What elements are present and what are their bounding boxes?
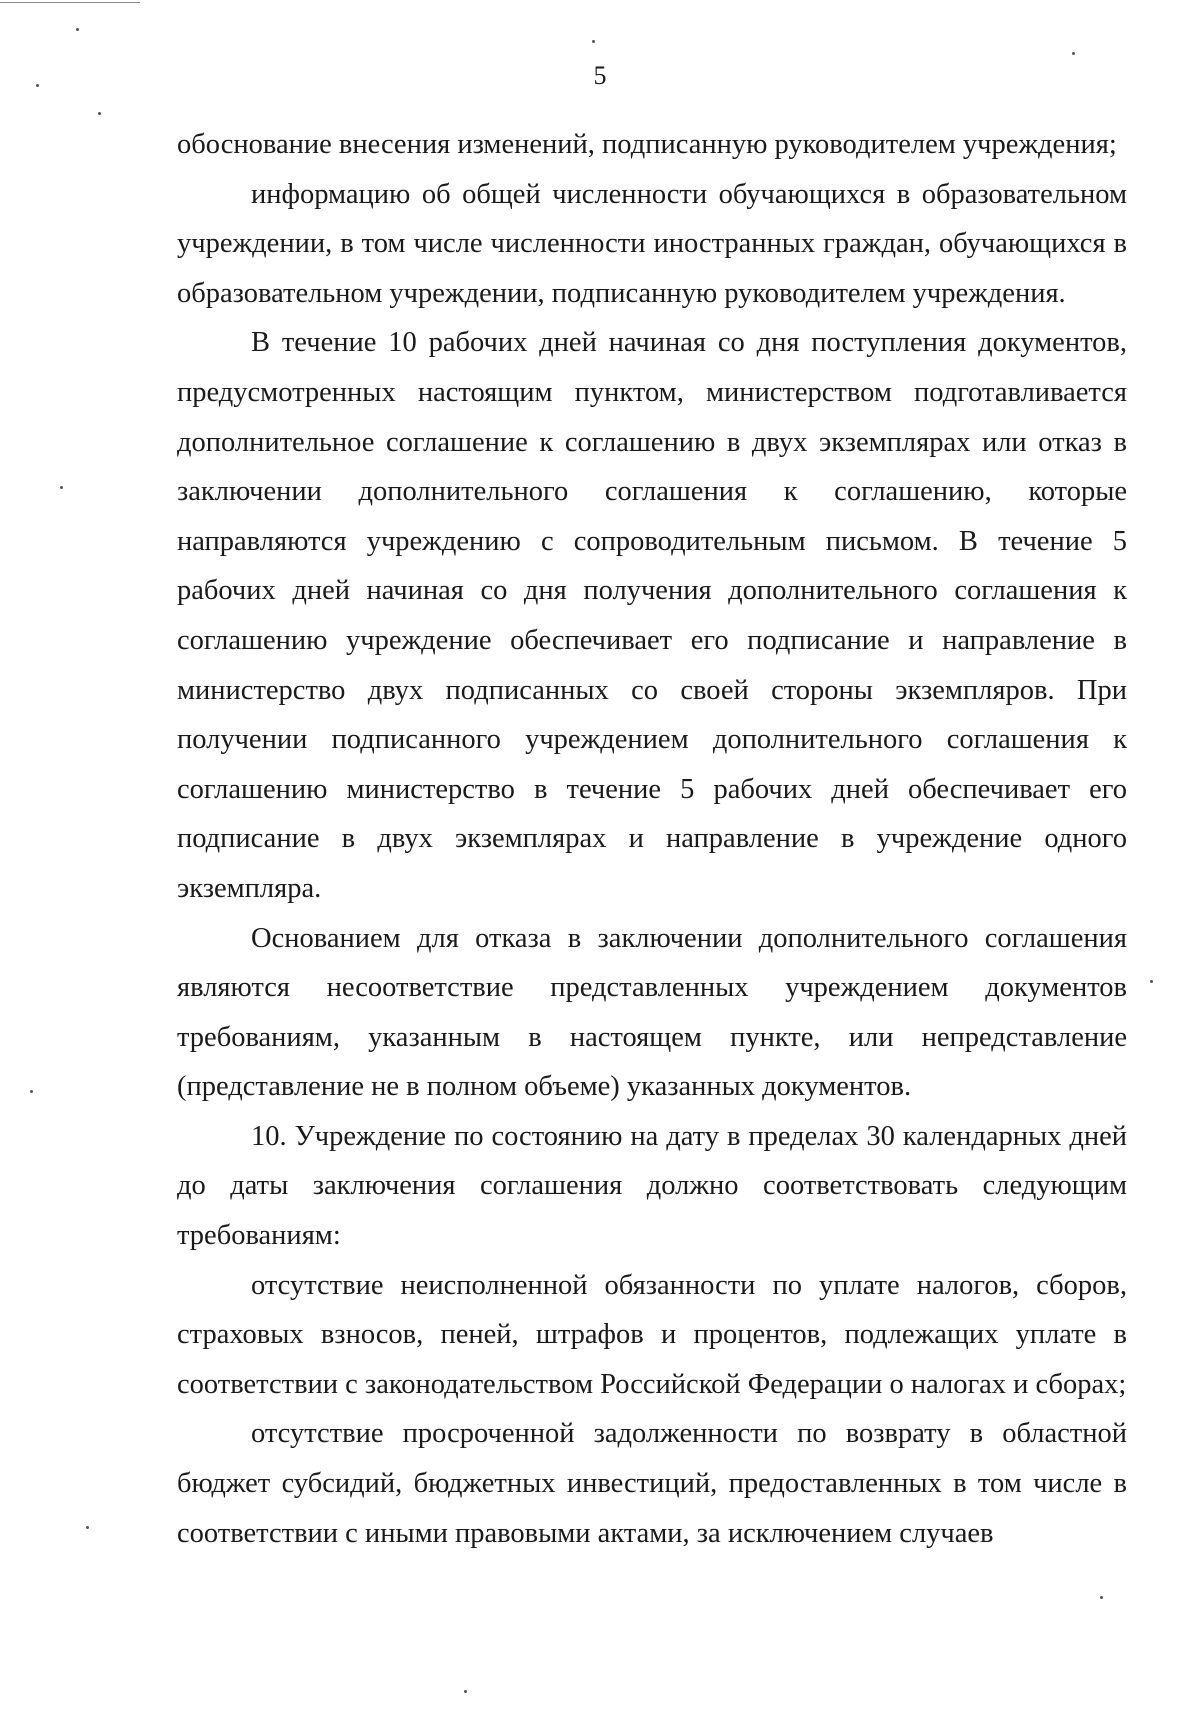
scan-speck — [30, 1090, 33, 1093]
scan-speck — [1072, 52, 1075, 55]
scan-speck — [1100, 1596, 1103, 1599]
scan-speck — [98, 112, 101, 115]
scan-speck — [464, 1690, 467, 1693]
scan-speck — [86, 1526, 89, 1529]
scan-speck — [592, 40, 595, 43]
scan-speck — [1150, 980, 1153, 983]
document-body — [177, 120, 1127, 1558]
scan-speck — [76, 28, 79, 31]
paragraph-additional-agreement-procedure: В течение 10 рабочих дней начиная со дня поступления документов, предусмотренных настоящим пунктом, министерством подготавливается дополнительное соглашение к соглашению в двух экземплярах или отказ в заключении дополнительного соглашения к соглашению, которые направляются учреждению с сопроводительным письмом. В течение 5 рабочих дней начиная со дня получения дополнительного соглашения к соглашению учреждение обеспечивает его подписание и направление в министерство двух подписанных со своей стороны экземпляров. При получении подписанного учреждением дополнительного соглашения к соглашению министерство в течение 5 рабочих дней обеспечивает его подписание в двух экземплярах и направление в учреждение одного экземпляра. — [177, 327, 1127, 904]
scan-edge-mark — [0, 2, 140, 3]
page-number: 5 — [593, 61, 607, 90]
paragraph-student-count-info: информацию об общей численности обучающихся в образовательном учреждении, в том числе численности иностранных граждан, обучающихся в образовательном учреждении, подписанную руководителем учреждения. — [177, 178, 1127, 309]
paragraph-refusal-grounds: Основанием для отказа в заключении дополнительного соглашения являются несоответствие представленных учреждением документов требованиям, указанным в настоящем пункте, или непредставление (представление не в полном объеме) указанных документов. — [177, 922, 1127, 1103]
paragraph-justification-signed: обоснование внесения изменений, подписанную руководителем учреждения; — [177, 129, 1117, 160]
paragraph-no-overdue-debt: отсутствие просроченной задолженности по возврату в областной бюджет субсидий, бюджетных инвестиций, предоставленных в том числе в соответствии с иными правовыми актами, за исключением случаев — [177, 1418, 1127, 1549]
scan-speck — [60, 486, 63, 489]
paragraph-section-10-requirements: 10. Учреждение по состоянию на дату в пределах 30 календарных дней до даты заключения соглашения должно соответствовать следующим требованиям: — [177, 1120, 1127, 1252]
paragraph-no-tax-debt: отсутствие неисполненной обязанности по уплате налогов, сборов, страховых взносов, пеней, штрафов и процентов, подлежащих уплате в соответствии с законодательством Российской Федерации о налогах и сборах; — [177, 1269, 1127, 1400]
